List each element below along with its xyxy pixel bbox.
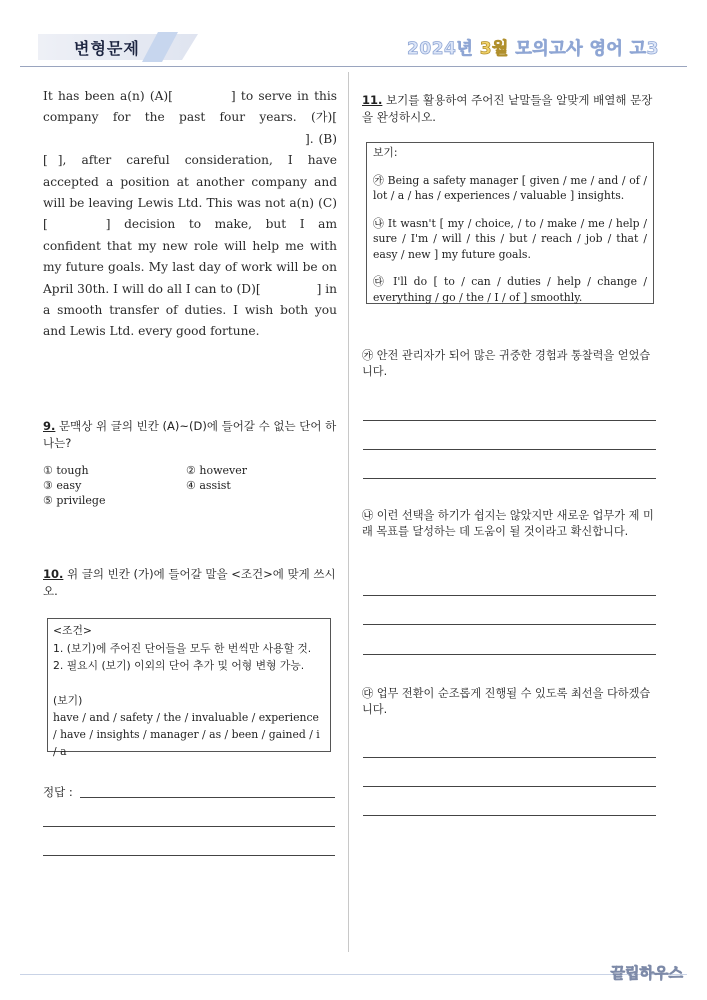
sub-question-da: ㉰ 업무 전환이 순조롭게 진행될 수 있도록 최선을 다하겠습니다.: [362, 687, 651, 716]
footer-brand-logo: 끝립하우스: [610, 964, 683, 982]
question-11: [362, 92, 662, 126]
passage-part-2: ] to serve in this company for the past four years. (가)[: [43, 89, 337, 125]
question-10-number: 10.: [43, 567, 64, 581]
section-label: 변형문제: [74, 39, 140, 58]
example-box: [366, 142, 654, 304]
header-divider: [20, 66, 687, 67]
passage-part-5: ] decision to make, but I am confident that my new role will help me with my future goals. My last day of work will be on April 30th. I will do all I can to (D)[: [43, 217, 337, 296]
question-9: [43, 418, 337, 452]
option-5[interactable]: ⑤ privilege: [43, 494, 106, 507]
passage-part-1: It has been a(n) (A)[: [43, 89, 173, 103]
example-3: ㉰ I'll do [ to / can / duties / help / change / everything / go / the / I / of ] smoothly.: [373, 275, 647, 304]
exam-title-year: 2024년: [407, 39, 480, 59]
answer-line-ga-3[interactable]: [363, 478, 656, 479]
question-11-text: 보기를 활용하여 주어진 낱말들을 알맞게 배열해 문장을 완성하시오.: [362, 93, 653, 124]
answer-line-na-2[interactable]: [363, 624, 656, 625]
answer-line-1[interactable]: [80, 797, 335, 798]
passage-part-6: ] in a smooth transfer of duties. I wish both you and Lewis Ltd. every good fortune.: [43, 281, 337, 339]
exam-title-exam: 모의고사: [508, 39, 590, 59]
condition-2: 2. 필요시 (보기) 이외의 단어 추가 및 어형 변형 가능.: [53, 659, 305, 672]
reading-passage: [43, 86, 337, 343]
condition-box: [47, 618, 331, 758]
answer-label: 정답 :: [43, 785, 73, 799]
example-2: ㉯ It wasn't [ my / choice, / to / make / me / help / sure / I'm / will / this / but / reach / job / that / easy / new ] my future goals.: [373, 216, 647, 261]
footer-divider: [20, 974, 687, 975]
question-9-number: 9.: [43, 419, 56, 433]
option-1[interactable]: ① tough: [43, 464, 89, 477]
exam-title-month: 3월: [479, 39, 509, 59]
sub-question-na: ㉯ 이런 선택을 하기가 쉽지는 않았지만 새로운 업무가 제 미래 목표를 달성하는 데 도움이 될 것이라고 확신합니다.: [362, 509, 654, 538]
answer-line-ga-1[interactable]: [363, 420, 656, 421]
column-divider: [348, 72, 349, 952]
bogi-label: (보기): [53, 693, 83, 707]
answer-line-na-3[interactable]: [363, 654, 656, 655]
exam-title: [407, 34, 659, 59]
answer-line-da-3[interactable]: [363, 815, 656, 816]
answer-line-da-2[interactable]: [363, 786, 656, 787]
answer-line-ga-2[interactable]: [363, 449, 656, 450]
question-9-text: 문맥상 위 글의 빈칸 (A)~(D)에 들어갈 수 없는 단어 하나는?: [43, 419, 337, 450]
passage-part-4: ], after careful consideration, I have accepted a position at another company and will be leaving Lewis Ltd. This was not a(n) (C)[: [43, 153, 337, 232]
sub-question-ga: ㉮ 안전 관리자가 되어 많은 귀중한 경험과 통찰력을 얻었습니다.: [362, 349, 651, 378]
condition-spacer: [53, 675, 325, 692]
answer-line-2[interactable]: [43, 826, 335, 827]
passage-part-3: ]. (B)[: [43, 131, 337, 168]
answer-line-na-1[interactable]: [363, 595, 656, 596]
example-1: ㉮ Being a safety manager [ given / me / and / of / lot / a / has / experiences / valuable ] insights.: [373, 173, 647, 202]
condition-box-title: <조건>: [53, 624, 92, 637]
question-10-text: 위 글의 빈칸 (가)에 들어갈 말을 <조건>에 맞게 쓰시오.: [43, 567, 336, 598]
answer-line-da-1[interactable]: [363, 757, 656, 758]
question-11-number: 11.: [362, 93, 383, 107]
option-2[interactable]: ② however: [186, 464, 247, 477]
bogi-words: have / and / safety / the / invaluable / experience / have / insights / manager / as / been / gained / i / a: [53, 711, 320, 758]
exam-title-subject: 영어 고3: [589, 39, 659, 59]
option-4[interactable]: ④ assist: [186, 479, 231, 492]
option-3[interactable]: ③ easy: [43, 479, 82, 492]
question-10: [43, 566, 337, 600]
example-box-title: 보기:: [373, 146, 398, 159]
answer-line-3[interactable]: [43, 855, 335, 856]
condition-1: 1. (보기)에 주어진 단어들을 모두 한 번씩만 사용할 것.: [53, 641, 312, 655]
